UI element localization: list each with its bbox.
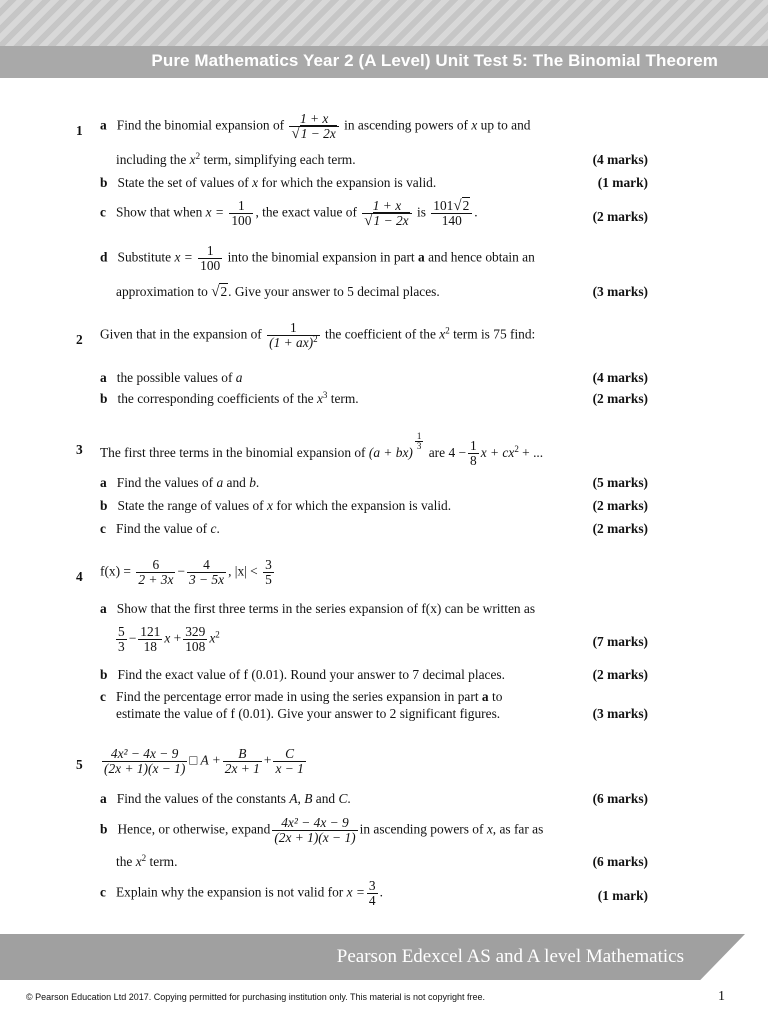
q4c-marks: (3 marks) [592, 706, 648, 721]
q4b-marks: (2 marks) [592, 667, 648, 682]
q3b-marks: (2 marks) [592, 498, 648, 513]
question-number-2: 2 [76, 332, 83, 347]
q1a-marks: (4 marks) [592, 152, 648, 167]
q5b-line2: the $x^2$ term. [116, 853, 178, 869]
q3c-line: c Find the value of c. [100, 521, 220, 536]
q3c-marks: (2 marks) [592, 521, 648, 536]
q1c-line: c Show that when x = $\frac{1}{100}$ , the exact value of $\frac{1 + x}{√1 - 2x}$ is $\frac{101√2}{140}$ . [100, 198, 478, 229]
q2b-line: b the corresponding coefficients of the $x^3$ term. [100, 390, 359, 406]
q2b-marks: (2 marks) [592, 391, 648, 406]
q5a-line: a Find the values of the constants A, B and C. [100, 791, 351, 806]
q5c-marks: (1 mark) [597, 888, 648, 903]
q1d-marks: (3 marks) [592, 284, 648, 299]
question-number-4: 4 [76, 569, 83, 584]
q4b-line: b Find the exact value of f (0.01). Round your answer to 7 decimal places. [100, 667, 505, 682]
question-number-1: 1 [76, 123, 83, 138]
q1a-fraction: $\frac{1 + x}{√1 - 2x}$ [289, 112, 338, 141]
q4-stem: f(x) = $\frac{6}{2 + 3x}$ − $\frac{4}{3 - 5x}$ , |x| < $\frac{3}{5}$ [100, 557, 272, 587]
q3b-line: b State the range of values of x for which the expansion is valid. [100, 498, 452, 513]
footer-brand: Pearson Edexcel AS and A level Mathematics [336, 946, 684, 967]
page-title: Pure Mathematics Year 2 (A Level) Unit Test 5: The Binomial Theorem [151, 51, 718, 70]
page-number: 1 [718, 989, 725, 1004]
q4a-marks: (7 marks) [592, 634, 648, 649]
q3-stem: The first three terms in the binomial expansion of (a + bx) $\frac{1}{3}$ are 4 − $\frac{1}{8}$ $x + cx^2$ + ... [100, 431, 544, 469]
q1a-line1: a Find the binomial expansion of $\frac{1 + x}{√1 - 2x}$ in ascending powers of x up to and [100, 111, 531, 142]
q3a-marks: (5 marks) [592, 475, 648, 490]
q1a-line2: including the $x^2$ term, simplifying each term. [116, 151, 356, 167]
q2a-marks: (4 marks) [592, 370, 648, 385]
q2a-line: a the possible values of a [100, 370, 243, 385]
q5b-line1: b Hence, or otherwise, expand $\frac{\text{4x² − 4x − 9}}{(2x + 1)(x - 1)}$ in ascending powers of x, as far as [100, 815, 544, 845]
q4c-line1: c Find the percentage error made in using the series expansion in part a to [100, 689, 503, 704]
question-number-3: 3 [76, 442, 83, 457]
q4a-line1: a Show that the first three terms in the series expansion of f(x) can be written as [100, 601, 536, 616]
question-number-5: 5 [76, 757, 83, 772]
q2-stem: Given that in the expansion of $\frac{1}{(1 + ax)^2}$ the coefficient of the $x^2$ term is 75 find: [100, 320, 536, 350]
q4a-expression: $\frac{5}{3}$ − $\frac{121}{18}$ x + $\frac{329}{108}$ $x^2$ [118, 624, 220, 654]
q1d-line2: approximation to √2. Give your answer to 5 decimal places. [116, 284, 440, 300]
q4c-line2: estimate the value of f (0.01). Give your answer to 2 significant figures. [116, 706, 501, 721]
q5b-marks: (6 marks) [592, 854, 648, 869]
copyright-notice: © Pearson Education Ltd 2017. Copying permitted for purchasing institution only. This material is not copyright free. [26, 992, 486, 1002]
q1c-marks: (2 marks) [592, 209, 648, 224]
q1d-line1: d Substitute x = $\frac{1}{100}$ into the binomial expansion in part a and hence obtain an [100, 243, 535, 273]
q1b-line: b State the set of values of x for which the expansion is valid. [100, 175, 437, 190]
q1b-marks: (1 mark) [597, 175, 648, 190]
q3a-line: a Find the values of a and b. [100, 475, 260, 490]
q5c-line: c Explain why the expansion is not valid for x = $\frac{3}{4}$ . [100, 878, 383, 908]
q5-stem: $\frac{\text{4x² − 4x − 9}}{(2x + 1)(x - 1)}$ □ A + $\frac{B}{2x + 1}$ + $\frac{C}{x - 1}$ [104, 746, 304, 776]
page-footer [0, 934, 768, 980]
q5a-marks: (6 marks) [592, 791, 648, 806]
